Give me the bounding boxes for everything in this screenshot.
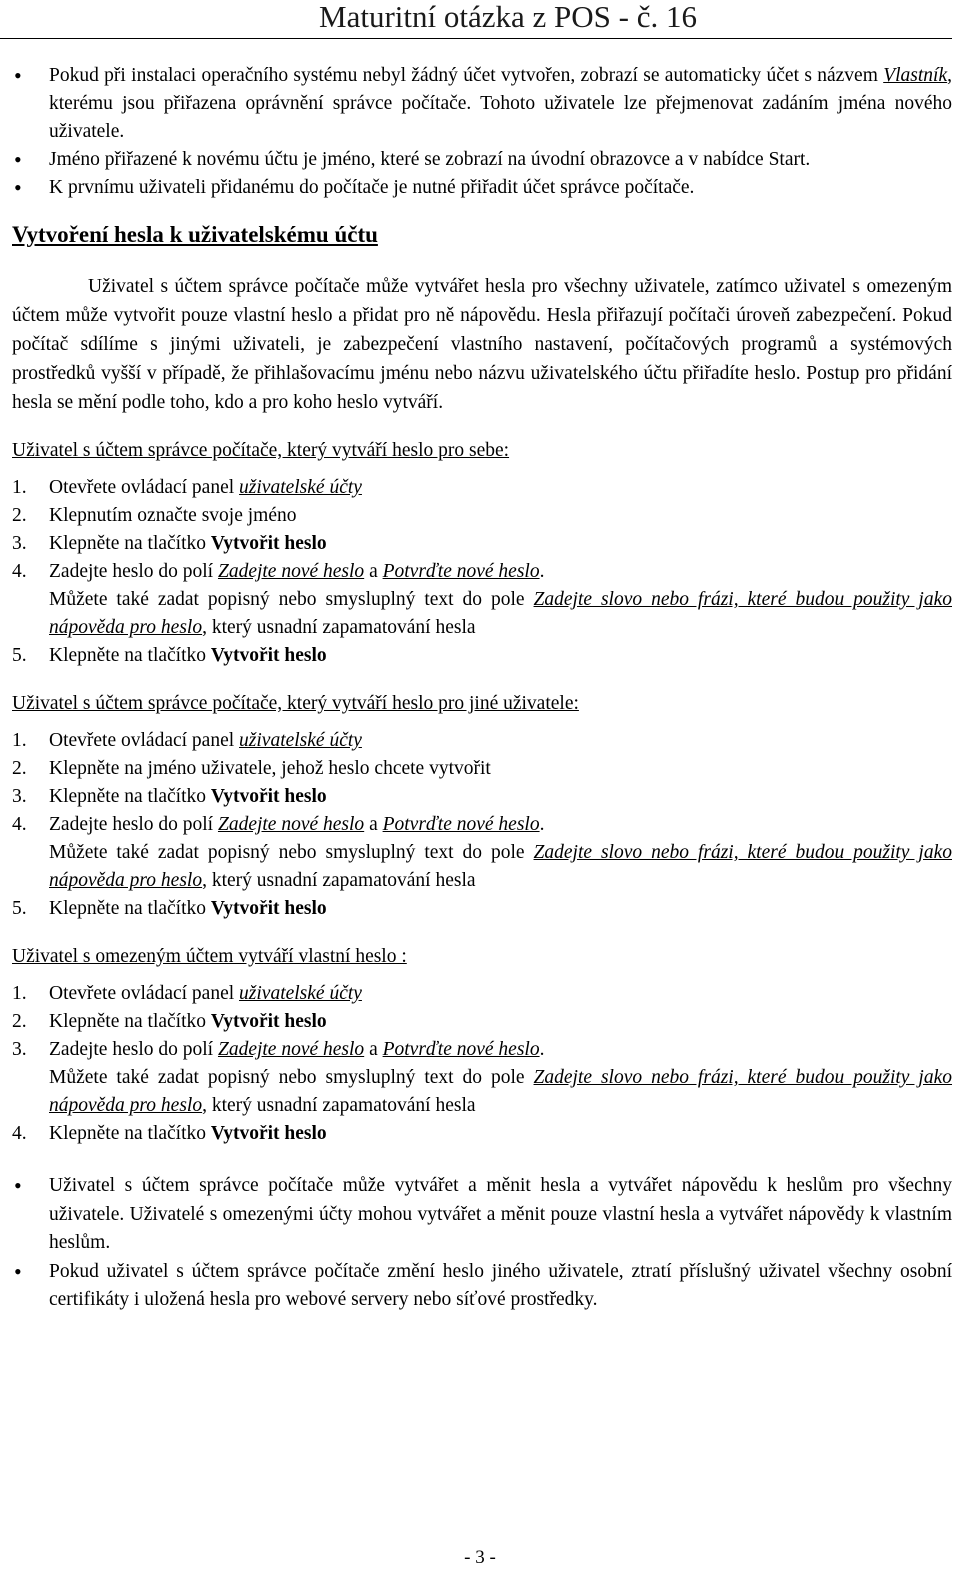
closing-bullet-list xyxy=(12,1172,952,1315)
list-item: • K prvnímu uživateli přidanému do počítače je nutné přiřadit účet správce počítače. xyxy=(12,174,952,202)
new-password-field-ref: Zadejte nové heslo xyxy=(217,814,365,835)
list-item: 5. Klepněte na tlačítko Vytvořit heslo xyxy=(12,645,327,666)
create-password-button-ref: Vytvořit heslo xyxy=(210,533,327,554)
hint-field-ref: Zadejte slovo nebo frázi, které budou použity jako nápověda pro heslo xyxy=(49,1067,952,1116)
create-password-button-ref: Vytvořit heslo xyxy=(210,1123,327,1144)
list-item: 4. Zadejte heslo do polí Zadejte nové heslo a Potvrďte nové heslo. Můžete také zadat popisný nebo smysluplný text do pole Zadejte slovo nebo frázi, které budou použity jako nápověda pro heslo, který usnadní zapamatování hesla xyxy=(12,558,952,642)
create-password-button-ref: Vytvořit heslo xyxy=(210,786,327,807)
steps-list-admin-others xyxy=(12,727,952,923)
list-item: 3. Klepněte na tlačítko Vytvořit heslo xyxy=(12,533,327,554)
list-item: 4. Zadejte heslo do polí Zadejte nové heslo a Potvrďte nové heslo. Můžete také zadat popisný nebo smysluplný text do pole Zadejte slovo nebo frázi, které budou použity jako nápověda pro heslo, který usnadní zapamatování hesla xyxy=(12,811,952,895)
user-accounts-link[interactable]: uživatelské účty xyxy=(239,983,362,1004)
section-heading: Vytvoření hesla k uživatelskému účtu xyxy=(12,222,378,247)
intro-bullet-list xyxy=(12,62,952,202)
page-title: Maturitní otázka z POS - č. 16 xyxy=(319,0,697,34)
confirm-password-field-ref: Potvrďte nové heslo xyxy=(382,1039,540,1060)
list-item: 1. Otevřete ovládací panel uživatelské účty xyxy=(12,983,362,1004)
list-item: 1. Otevřete ovládací panel uživatelské účty xyxy=(12,477,362,498)
subsection-heading-admin-self: Uživatel s účtem správce počítače, který vytváří heslo pro sebe: xyxy=(12,440,510,461)
list-item: • Jméno přiřazené k novému účtu je jméno, které se zobrazí na úvodní obrazovce a v nabídce Start. xyxy=(12,146,952,174)
create-password-button-ref: Vytvořit heslo xyxy=(210,898,327,919)
list-item: 2. Klepněte na jméno uživatele, jehož heslo chcete vytvořit xyxy=(12,758,491,779)
new-password-field-ref: Zadejte nové heslo xyxy=(217,561,365,582)
create-password-button-ref: Vytvořit heslo xyxy=(210,1011,327,1032)
hint-note: Můžete také zadat popisný nebo smysluplný text do pole Zadejte slovo nebo frázi, které budou použity jako nápověda pro heslo, který usnadní zapamatování hesla xyxy=(49,842,952,891)
user-accounts-link[interactable]: uživatelské účty xyxy=(239,477,362,498)
list-item: • Uživatel s účtem správce počítače může vytvářet a měnit hesla a vytvářet nápovědu k heslům pro všechny uživatele. Uživatelé s omezenými účty mohou vytvářet a měnit pouze vlastní hesla a vytvářet nápovědy k vlastním heslům. xyxy=(12,1172,952,1258)
list-item: 1. Otevřete ovládací panel uživatelské účty xyxy=(12,730,362,751)
intro-paragraph: Uživatel s účtem správce počítače může vytvářet hesla pro všechny uživatele, zatímco uživatel s omezeným účtem může vytvořit pouze vlastní heslo a přidat pro ně nápovědu. Hesla přiřazují počítači úroveň zabezpečení. Pokud počítač sdílíme s jinými uživateli, je zabezpečení vlastního nastavení, počítačových programů a systémových prostředků vyšší v případě, že přihlašovacímu jménu nebo názvu uživatelského účtu přiřadíte heslo. Postup pro přidání hesla se mění podle toho, kdo a pro koho heslo vytváří. xyxy=(12,276,952,413)
page-number: - 3 - xyxy=(464,1547,496,1568)
list-item: 5. Klepněte na tlačítko Vytvořit heslo xyxy=(12,898,327,919)
steps-list-limited-self xyxy=(12,980,952,1148)
create-password-button-ref: Vytvořit heslo xyxy=(210,645,327,666)
hint-field-ref: Zadejte slovo nebo frázi, které budou použity jako nápověda pro heslo xyxy=(49,842,952,891)
list-item: 2. Klepněte na tlačítko Vytvořit heslo xyxy=(12,1011,327,1032)
list-item: • Pokud uživatel s účtem správce počítače změní heslo jiného uživatele, ztratí příslušný uživatel všechny osobní certifikáty i uložená hesla pro webové servery nebo síťové prostředky. xyxy=(12,1258,952,1315)
confirm-password-field-ref: Potvrďte nové heslo xyxy=(382,814,540,835)
list-item: 3. Zadejte heslo do polí Zadejte nové heslo a Potvrďte nové heslo. Můžete také zadat popisný nebo smysluplný text do pole Zadejte slovo nebo frázi, které budou použity jako nápověda pro heslo, který usnadní zapamatování hesla xyxy=(12,1036,952,1120)
hint-field-ref: Zadejte slovo nebo frázi, které budou použity jako nápověda pro heslo xyxy=(49,589,952,638)
subsection-heading-admin-others: Uživatel s účtem správce počítače, který vytváří heslo pro jiné uživatele: xyxy=(12,693,579,714)
steps-list-admin-self xyxy=(12,474,952,670)
subsection-heading-limited-self: Uživatel s omezeným účtem vytváří vlastní heslo : xyxy=(12,946,407,967)
hint-note: Můžete také zadat popisný nebo smysluplný text do pole Zadejte slovo nebo frázi, které budou použity jako nápověda pro heslo, který usnadní zapamatování hesla xyxy=(49,589,952,638)
hint-note: Můžete také zadat popisný nebo smysluplný text do pole Zadejte slovo nebo frázi, které budou použity jako nápověda pro heslo, který usnadní zapamatování hesla xyxy=(49,1067,952,1116)
list-item: 4. Klepněte na tlačítko Vytvořit heslo xyxy=(12,1123,327,1144)
list-item: • Pokud při instalaci operačního systému nebyl žádný účet vytvořen, zobrazí se automaticky účet s názvem Vlastník, kterému jsou přiřazena oprávnění správce počítače. Tohoto uživatele lze přejmenovat zadáním jména nového uživatele. xyxy=(12,62,952,146)
page-header xyxy=(0,0,952,39)
list-item: 3. Klepněte na tlačítko Vytvořit heslo xyxy=(12,786,327,807)
owner-account-name: Vlastník xyxy=(883,65,948,86)
new-password-field-ref: Zadejte nové heslo xyxy=(217,1039,365,1060)
list-item: 2. Klepnutím označte svoje jméno xyxy=(12,505,297,526)
user-accounts-link[interactable]: uživatelské účty xyxy=(239,730,362,751)
document-body xyxy=(12,62,952,1315)
confirm-password-field-ref: Potvrďte nové heslo xyxy=(382,561,540,582)
